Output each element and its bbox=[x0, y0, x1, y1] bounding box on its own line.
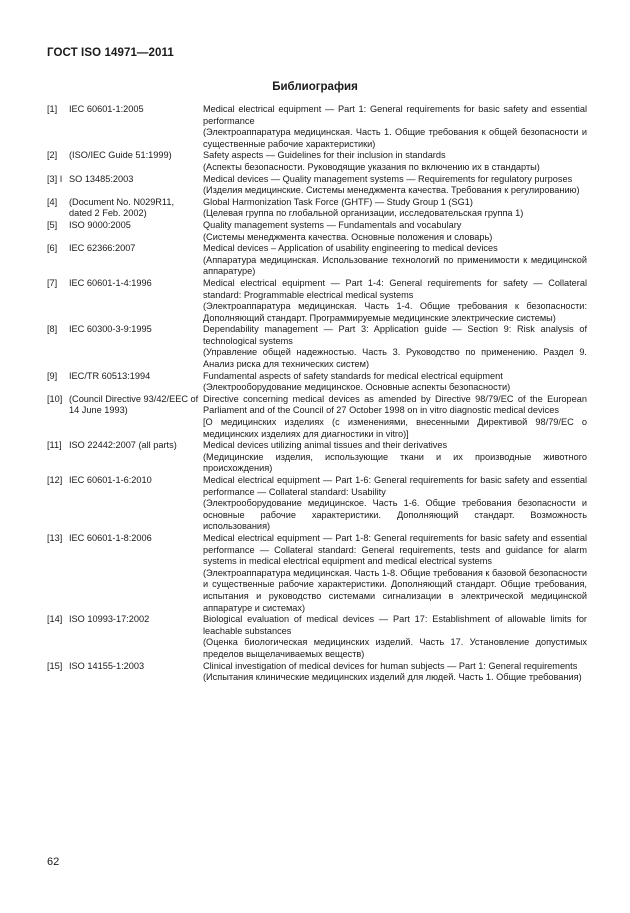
bibliography-entry bbox=[47, 150, 587, 173]
entry-number: [4] bbox=[47, 196, 58, 207]
entry-description bbox=[203, 440, 587, 475]
entry-title-ru: (Целевая группа по глобальной организации, исследовательская группа 1) bbox=[203, 208, 524, 219]
bibliography-entry bbox=[47, 197, 587, 220]
bibliography-entry bbox=[47, 440, 587, 475]
entry-number: [1] bbox=[47, 104, 58, 114]
bibliography-entry bbox=[47, 371, 587, 394]
entry-title-ru: (Электрооборудование медицинское. Часть 1-6. Общие требования безопасности и основные рабочие характеристики. Дополняющий стандарт. Возможность использования) bbox=[203, 498, 587, 532]
entry-title-en: Medical devices utilizing animal tissues and their derivatives bbox=[203, 440, 448, 451]
entry-number: [3] I bbox=[47, 173, 63, 184]
entry-description bbox=[203, 243, 587, 278]
entry-number: [15] bbox=[47, 660, 63, 671]
bibliography-entry bbox=[47, 533, 587, 614]
entry-description bbox=[203, 104, 587, 150]
entry-description bbox=[203, 533, 587, 614]
bibliography-entry bbox=[47, 661, 587, 684]
entry-description bbox=[203, 150, 587, 173]
entry-title-en: Medical devices — Quality management systems — Requirements for regulatory purposes bbox=[203, 173, 573, 184]
entry-number: [9] bbox=[47, 370, 58, 381]
entry-reference: (Council Directive 93/42/EEC of 14 June 1993) bbox=[69, 393, 199, 416]
entry-title-en: Medical electrical equipment — Part 1-8: General requirements for basic safety and essential performance — Collateral standard: General requirements, tests and guidance for alarm systems in medical electrical equipment and medical electrical systems bbox=[203, 532, 587, 567]
entry-number: [8] bbox=[47, 324, 58, 335]
entry-reference: IEC 60601-1:2005 bbox=[69, 104, 144, 114]
entry-reference: ISO 9000:2005 bbox=[69, 219, 131, 230]
entry-reference: SO 13485:2003 bbox=[69, 173, 134, 184]
entry-title-ru: (Электроаппаратура медицинская. Часть 1. Общие требования к общей безопасности и существенные рабочие характеристики) bbox=[203, 127, 587, 149]
entry-title-en: Medical electrical equipment — Part 1-6: General requirements for basic safety and essential performance — Collateral standard: Usability bbox=[203, 475, 587, 497]
entry-title-ru: [О медицинских изделиях (с изменениями, внесенными Директивой 98/79/EC о медицинских изделиях для диагностики in vitro)] bbox=[203, 417, 587, 439]
entry-title-ru: (Системы менеджмента качества. Основные положения и словарь) bbox=[203, 231, 493, 242]
bibliography-entry bbox=[47, 220, 587, 243]
document-header: ГОСТ ISO 14971—2011 bbox=[47, 47, 174, 59]
entry-title-en: Clinical investigation of medical devices for human subjects — Part 1: General requirements bbox=[203, 660, 578, 671]
entry-number: [13] bbox=[47, 532, 63, 543]
entry-title-ru: (Испытания клинические медицинских изделий для людей. Часть 1. Общие требования) bbox=[203, 672, 582, 683]
entry-description bbox=[203, 661, 587, 684]
entry-number: [7] bbox=[47, 277, 58, 288]
entry-title-en: Medical electrical equipment — Part 1-4: General requirements for safety — Collateral standard: Programmable electrical medical systems bbox=[203, 277, 587, 300]
page-number: 62 bbox=[47, 856, 60, 868]
entry-title-en: Quality management systems — Fundamentals and vocabulary bbox=[203, 219, 462, 230]
entry-number: [2] bbox=[47, 150, 58, 161]
entry-reference: ISO 10993-17:2002 bbox=[69, 614, 150, 625]
bibliography-entry bbox=[47, 614, 587, 660]
entry-description bbox=[203, 278, 587, 324]
bibliography-entry bbox=[47, 243, 587, 278]
entry-reference: (Document No. N029R11, dated 2 Feb. 2002) bbox=[69, 196, 175, 219]
entry-description bbox=[203, 475, 587, 533]
entry-title-en: Global Harmonization Task Force (GHTF) — Study Group 1 (SG1) bbox=[203, 196, 473, 207]
entry-reference: (ISO/IEC Guide 51:1999) bbox=[69, 150, 172, 161]
entry-title-en: Fundamental aspects of safety standards for medical electrical equipment bbox=[203, 370, 503, 381]
entry-reference: ISO 14155-1:2003 bbox=[69, 660, 145, 671]
entry-reference: IEC 60601-1-6:2010 bbox=[69, 475, 152, 485]
entry-number: [12] bbox=[47, 475, 63, 485]
entry-description bbox=[203, 614, 587, 660]
entry-title-en: Directive concerning medical devices as amended by Directive 98/79/EC of the European Parliament and of the Council of 27 October 1998 on in vitro diagnostic medical devices bbox=[203, 393, 587, 416]
entry-number: [10] bbox=[47, 393, 63, 404]
entry-number: [14] bbox=[47, 614, 63, 625]
entry-description bbox=[203, 394, 587, 440]
section-title: Библиография bbox=[272, 81, 358, 93]
entry-number: [5] bbox=[47, 219, 58, 230]
entry-title-ru: (Электроаппаратура медицинская. Часть 1-8. Общие требования к базовой безопасности и существенные рабочие характеристики. Дополняющий стандарт. Общие требования, испытания и руководство системами сигнализации в электрической медицинской аппаратуре и системах) bbox=[203, 567, 587, 613]
entry-reference: IEC 62366:2007 bbox=[69, 243, 136, 254]
entry-title-ru: (Электроаппаратура медицинская. Часть 1-4. Общие требования к безопасности: Дополняющий стандарт. Программируемые медицинские электрические системы) bbox=[203, 301, 587, 323]
entry-title-ru: (Аспекты безопасности. Руководящие указания по включению их в стандарты) bbox=[203, 161, 540, 172]
entry-reference: IEC 60601-1-4:1996 bbox=[69, 277, 152, 288]
entry-title-ru: (Оценка биологическая медицинских изделий. Часть 17. Установление допустимых пределов выщелачиваемых веществ) bbox=[203, 637, 587, 659]
bibliography-list bbox=[47, 104, 587, 684]
bibliography-entry bbox=[47, 278, 587, 324]
entry-title-en: Safety aspects — Guidelines for their inclusion in standards bbox=[203, 150, 446, 161]
entry-title-en: Medical devices – Application of usability engineering to medical devices bbox=[203, 243, 498, 254]
entry-title-ru: (Изделия медицинские. Системы менеджмента качества. Требования к регулированию) bbox=[203, 185, 580, 196]
entry-reference: IEC 60300-3-9:1995 bbox=[69, 324, 152, 335]
entry-title-ru: (Управление общей надежностью. Часть 3. Руководство по применению. Раздел 9. Анализ риска для технических систем) bbox=[203, 347, 587, 370]
entry-number: [6] bbox=[47, 243, 58, 254]
entry-title-ru: (Аппаратура медицинская. Использование технологий по применимости к медицинской аппаратуре) bbox=[203, 254, 587, 277]
entry-number: [11] bbox=[47, 440, 62, 451]
entry-title-en: Dependability management — Part 3: Application guide — Section 9: Risk analysis of technological systems bbox=[203, 324, 587, 346]
entry-title-en: Biological evaluation of medical devices — Part 17: Establishment of allowable limits for leachable substances bbox=[203, 614, 587, 636]
entry-reference: IEC 60601-1-8:2006 bbox=[69, 532, 152, 543]
entry-description bbox=[203, 174, 587, 197]
entry-reference: IEC/TR 60513:1994 bbox=[69, 370, 151, 381]
bibliography-entry bbox=[47, 104, 587, 150]
entry-title-ru: (Электрооборудование медицинское. Основные аспекты безопасности) bbox=[203, 382, 511, 393]
bibliography-entry bbox=[47, 174, 587, 197]
bibliography-entry bbox=[47, 324, 587, 370]
bibliography-entry bbox=[47, 394, 587, 440]
entry-reference: ISO 22442:2007 (all parts) bbox=[69, 440, 177, 451]
entry-description bbox=[203, 220, 587, 243]
entry-description bbox=[203, 371, 587, 394]
entry-title-en: Medical electrical equipment — Part 1: General requirements for basic safety and essential performance bbox=[203, 104, 587, 126]
entry-description bbox=[203, 324, 587, 370]
entry-title-ru: (Медицинские изделия, использующие ткани и их производные животного происхождения) bbox=[203, 451, 587, 474]
bibliography-entry bbox=[47, 475, 587, 533]
entry-description bbox=[203, 197, 587, 220]
